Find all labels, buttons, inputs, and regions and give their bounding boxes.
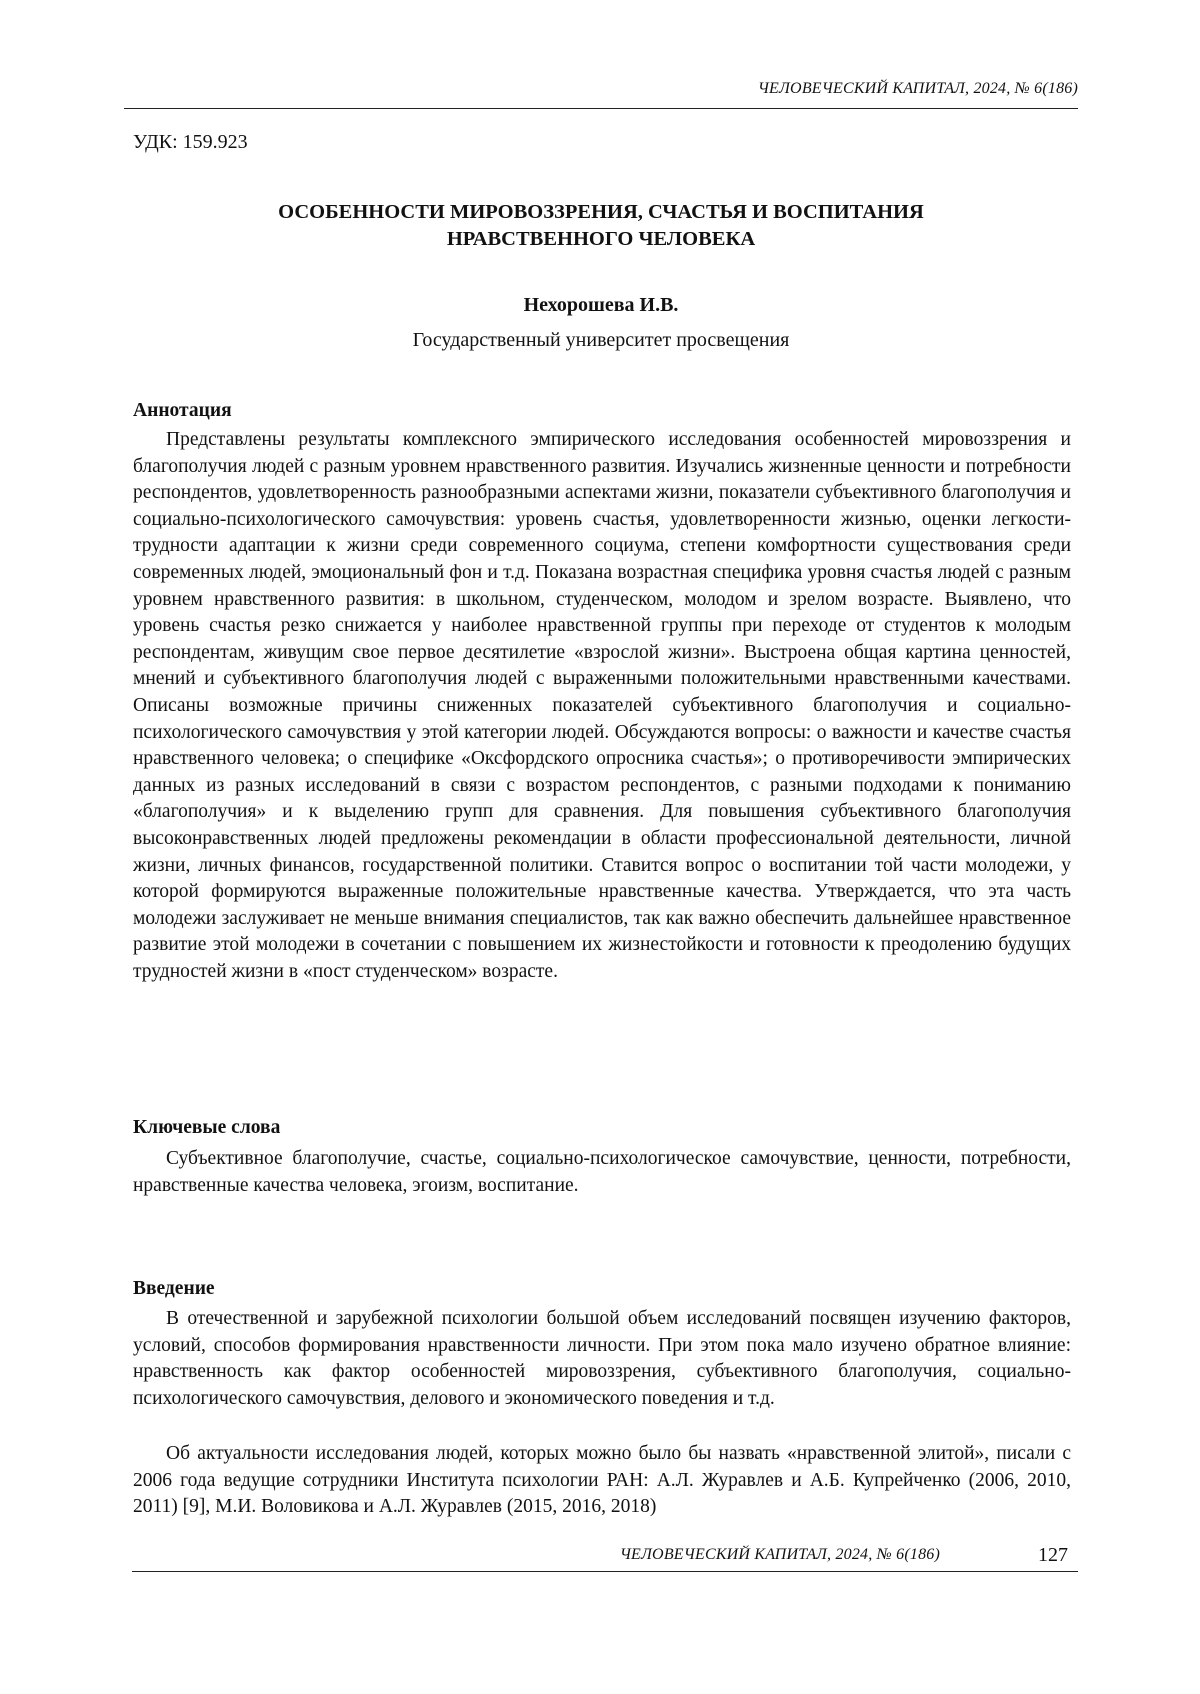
running-header: ЧЕЛОВЕЧЕСКИЙ КАПИТАЛ, 2024, № 6(186) [757,80,1078,97]
keywords-text: Субъективное благополучие, счастье, социально-психологическое самочувствие, ценности, потребности, нравственные качества человека, эгоизм, воспитание. [133,1148,1071,1196]
article-title [124,199,1078,253]
abstract-text: Представлены результаты комплексного эмпирического исследования особенностей мировоззрения и благополучия людей с разным уровнем нравственного развития. Изучались жизненные ценности и потребности респондентов, удовлетворенность разнообразными аспектами жизни, показатели субъективного благополучия и социально-психологического самочувствия: уровень счастья, удовлетворенности жизнью, оценки легкости-трудности адаптации к жизни среди современного социума, степени комфортности существования среди современных людей, эмоциональный фон и т.д. Показана возрастная специфика уровня счастья людей с разным уровнем нравственного развития: в школьном, студенческом, молодом и зрелом возрасте. Выявлено, что уровень счастья резко снижается у наиболее нравственной группы при переходе от студентов к молодым респондентам, живущим свое первое десятилетие «взрослой жизни». Выстроена общая картина ценностей, мнений и субъективного благополучия людей с выраженными положительными нравственными качествами. Описаны возможные причины сниженных показателей субъективного благополучия и социально-психологического самочувствия у этой категории людей. Обсуждаются вопросы: о важности и качестве счастья нравственного человека; о специфике «Оксфордского опросника счастья»; о противоречивости эмпирических данных из разных исследований в связи с возрастом респондентов, с разными подходами к пониманию «благополучия» и к выделению групп для сравнения. Для повышения субъективного благополучия высоконравственных людей предложены рекомендации в области профессиональной деятельности, личной жизни, личных финансов, государственной политики. Ставится вопрос о воспитании той части молодежи, у которой формируются выраженные положительные нравственные качества. Утверждается, что эта часть молодежи заслуживает не меньше внимания специалистов, так как важно обеспечить дальнейшее нравственное развитие этой молодежи в сочетании с повышением их жизнестойкости и готовности к преодолению будущих трудностей жизни в «пост студенческом» возрасте. [133,429,1071,982]
header-rule [124,108,1078,109]
title-line-2: НРАВСТВЕННОГО ЧЕЛОВЕКА [446,228,756,250]
running-footer: ЧЕЛОВЕЧЕСКИЙ КАПИТАЛ, 2024, № 6(186) [619,1546,940,1563]
footer-rule [132,1571,1078,1572]
author-affiliation: Государственный университет просвещения [412,329,790,351]
udc-code: УДК: 159.923 [133,131,248,153]
introduction-paragraph-2: Об актуальности исследования людей, которых можно было бы назвать «нравственной элитой», писали с 2006 года ведущие сотрудники Института психологии РАН: А.Л. Журавлев и А.Б. Купрейченко (2006, 2010, 2011) [9], М.И. Воловикова и А.Л. Журавлев (2015, 2016, 2018) [133,1443,1071,1518]
introduction-heading: Введение [133,1278,215,1299]
keywords-heading: Ключевые слова [133,1117,281,1138]
abstract-heading: Аннотация [133,400,232,421]
introduction-paragraph-1: В отечественной и зарубежной психологии большой объем исследований посвящен изучению факторов, условий, способов формирования нравственности личности. При этом пока мало изучено обратное влияние: нравственность как фактор особенностей мировоззрения, субъективного благополучия, социально-психологического самочувствия, делового и экономического поведения и т.д. [133,1308,1071,1409]
title-line-1: ОСОБЕННОСТИ МИРОВОЗЗРЕНИЯ, СЧАСТЬЯ И ВОСПИТАНИЯ [278,201,924,223]
page-number: 127 [1038,1544,1068,1566]
author-name: Нехорошева И.В. [523,294,679,316]
